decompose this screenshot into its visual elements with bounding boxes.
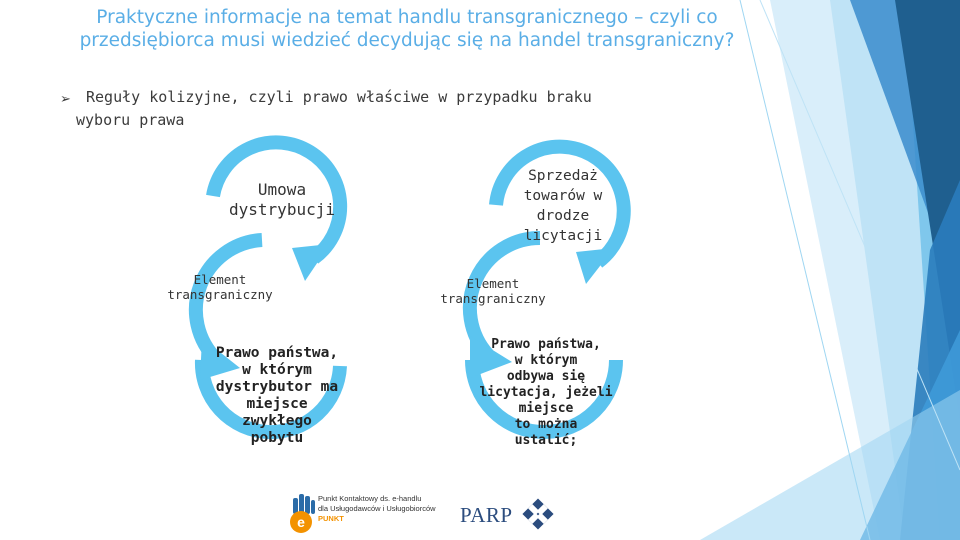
left-bottom-label-line: w którym (242, 362, 312, 378)
right-top-label-line: licytacji (523, 228, 603, 244)
left-top-label-line: dystrybucji (229, 200, 335, 219)
right-top-label-line: towarów w (523, 188, 603, 204)
right-middle-label (433, 276, 553, 306)
decorative-corner-shapes (700, 0, 960, 540)
left-middle-label-line: Element (193, 272, 247, 287)
left-bottom-label-line: miejsce (246, 396, 308, 412)
right-bottom-label-line: w którym (514, 353, 578, 368)
bullet-text-line2: wyboru prawa (76, 111, 185, 129)
right-bottom-label (476, 337, 616, 449)
right-middle-label-line: transgraniczny (440, 291, 546, 306)
punkt-logo-text (318, 494, 436, 524)
right-bottom-label-line: ustalić; (514, 433, 578, 448)
bullet-text-line1: Reguły kolizyjne, czyli prawo właściwe w przypadku braku (86, 88, 592, 106)
left-top-label-line: Umowa (257, 180, 307, 199)
svg-text:e: e (297, 514, 305, 530)
right-bottom-label-line: to można (514, 417, 578, 432)
left-middle-label (160, 272, 280, 302)
parp-logo-icon (522, 498, 553, 529)
left-bottom-label-line: Prawo państwa, (215, 345, 339, 361)
right-bottom-label-line: Prawo państwa, (491, 337, 601, 352)
parp-logo-text: PARP (460, 503, 513, 527)
right-bottom-label-line: odbywa się (506, 369, 586, 384)
punkt-logo-line2: dla Usługodawców i Usługobiorców (318, 504, 436, 513)
right-bottom-label-line: miejsce (518, 401, 574, 416)
slide-title: Praktyczne informacje na temat handlu transgranicznego – czyli co przedsiębiorca musi wiedzieć decydując się na handel transgraniczny? (79, 7, 735, 51)
right-top-label-line: Sprzedaż (528, 168, 598, 184)
right-top-label (503, 166, 623, 246)
right-bottom-label-line: licytacja, jeżeli (479, 385, 613, 400)
left-bottom-label-line: dystrybutor ma (215, 379, 339, 395)
left-top-label (222, 180, 342, 220)
punkt-logo-line3: PUNKT (318, 514, 344, 523)
punkt-logo-icon (290, 494, 315, 533)
right-middle-label-line: Element (466, 276, 520, 291)
punkt-logo-line1: Punkt Kontaktowy ds. e-handlu (318, 494, 422, 503)
left-bottom-label (207, 345, 347, 447)
bullet-arrow-icon: ➢ (60, 92, 71, 107)
left-bottom-label-line: pobytu (250, 430, 304, 446)
left-bottom-label-line: zwykłego (242, 413, 312, 429)
bullet-point (60, 86, 620, 132)
left-middle-label-line: transgraniczny (167, 287, 273, 302)
right-top-label-line: drodze (536, 208, 590, 224)
